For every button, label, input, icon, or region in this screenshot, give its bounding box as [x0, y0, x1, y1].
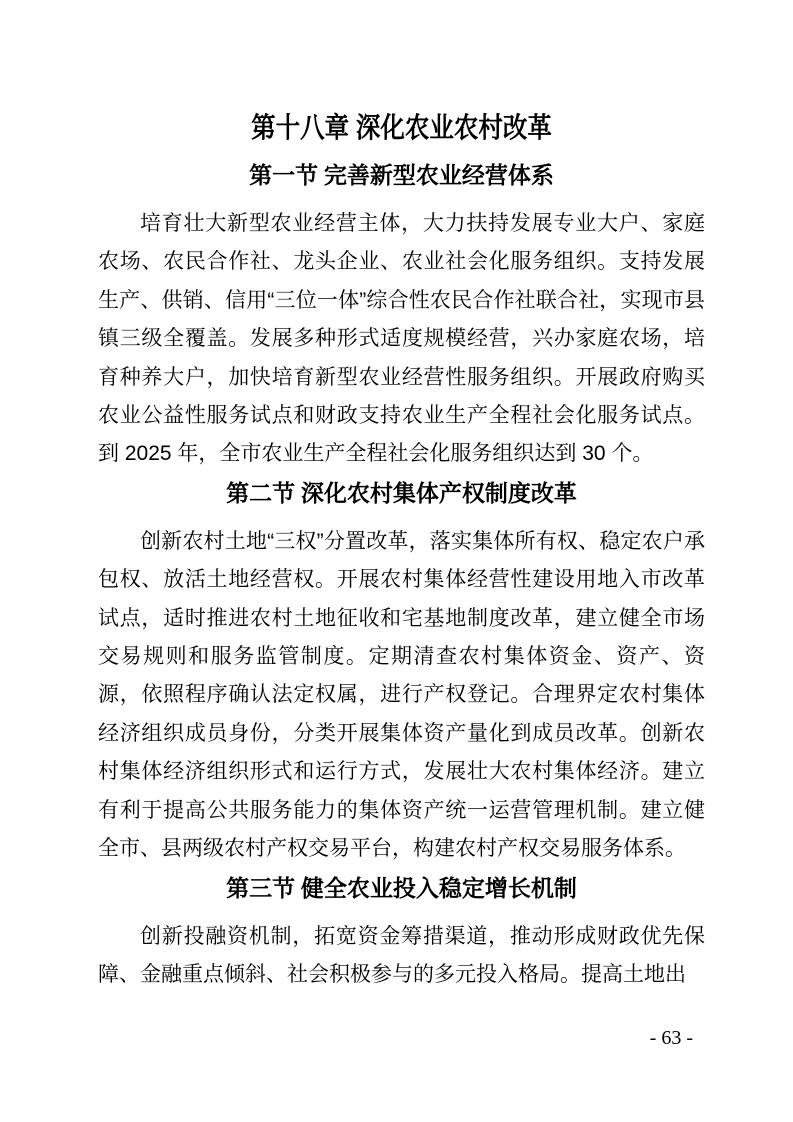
section-title-3: 第三节 健全农业投入稳定增长机制 [226, 875, 577, 901]
section-1-paragraph-1: 培育壮大新型农业经营主体，大力扶持发展专业大户、家庭农场、农民合作社、龙头企业、农业社会化服务组织。支持发展生产、供销、信用“三位一体”综合性农民合作社联合社，实现市县镇三级全覆盖。发展多种形式适度规模经营，兴办家庭农场，培育种养大户，加快培育新型农业经营性服务组织。开展政府购买农业公益性服务试点和财政支持农业生产全程社会化服务试点。到 2025 年，全市农业生产全程社会化服务组织达到 30 个。 [98, 212, 705, 466]
section-title-1: 第一节 完善新型农业经营体系 [249, 163, 554, 188]
section-title-2: 第二节 深化农村集体产权制度改革 [226, 480, 577, 506]
chapter-title: 第十八章 深化农业农村改革 [251, 112, 552, 143]
page-footer [98, 1028, 705, 1048]
section-2-paragraph-1: 创新农村土地“三权”分置改革，落实集体所有权、稳定农户承包权、放活土地经营权。开展农村集体经营性建设用地入市改革试点，适时推进农村土地征收和宅基地制度改革，建立健全市场交易规则和服务监管制度。定期清查农村集体资金、资产、资源，依照程序确认法定权属，进行产权登记。合理界定农村集体经济组织成员身份，分类开展集体资产量化到成员改革。创新农村集体经济组织形式和运行方式，发展壮大农村集体经济。建立有利于提高公共服务能力的集体资产统一运营管理机制。建立健全市、县两级农村产权交易平台，构建农村产权交易服务体系。 [98, 529, 705, 861]
page-number: - 63 - [649, 1027, 693, 1050]
section-3-paragraph-1: 创新投融资机制，拓宽资金筹措渠道，推动形成财政优先保障、金融重点倾斜、社会积极参与的多元投入格局。提高土地出 [98, 924, 705, 986]
